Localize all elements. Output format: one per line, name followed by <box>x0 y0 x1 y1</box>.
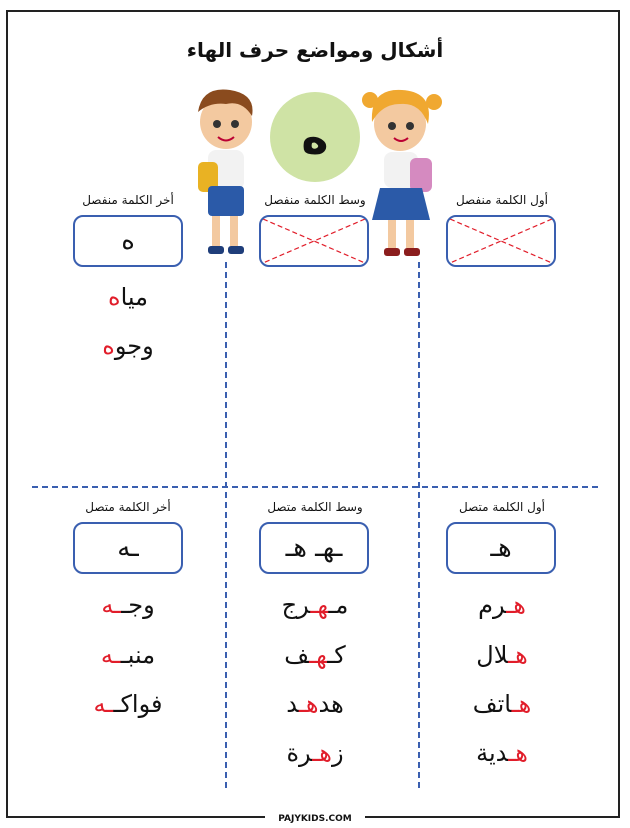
page-title: أشكال ومواضع حرف الهاء <box>186 38 444 62</box>
word-separate-end-1: مياه <box>108 283 148 311</box>
word-connected-end-2: منبــه <box>100 641 156 669</box>
boy-illustration <box>182 82 262 262</box>
word-connected-end-1: وجــه <box>101 591 155 619</box>
box-connected-start: هـ <box>446 522 556 574</box>
label-connected-start: أول الكلمة متصل <box>459 500 545 514</box>
letter-circle: ه <box>270 92 360 182</box>
box-separate-middle-crossed <box>259 215 369 267</box>
word-separate-end-2: وجوه <box>102 332 154 360</box>
girl-illustration <box>360 82 450 262</box>
box-separate-end: ه <box>73 215 183 267</box>
word-connected-end-3: فواكــه <box>93 690 163 718</box>
vertical-divider-left <box>225 262 227 788</box>
word-connected-middle-4: زهـرة <box>286 739 344 767</box>
label-connected-end: أخر الكلمة متصل <box>85 500 171 514</box>
word-connected-middle-2: كـهـف <box>284 641 346 669</box>
label-separate-start: أول الكلمة منفصل <box>455 193 549 207</box>
horizontal-divider <box>32 486 598 488</box>
box-connected-middle: ـهـ هـ <box>259 522 369 574</box>
word-connected-start-4: هـدية <box>476 739 528 767</box>
label-separate-middle: وسط الكلمة منفصل <box>264 193 366 207</box>
box-separate-start-crossed <box>446 215 556 267</box>
word-connected-start-1: هـرم <box>478 591 526 619</box>
word-connected-middle-1: مـهـرج <box>281 591 349 619</box>
label-connected-middle: وسط الكلمة متصل <box>267 500 363 514</box>
footer-site: PAJYKIDS.COM <box>265 812 365 826</box>
vertical-divider-right <box>418 262 420 788</box>
label-separate-end: أخر الكلمة منفصل <box>82 193 174 207</box>
word-connected-start-2: هـلال <box>476 641 528 669</box>
word-connected-middle-3: هدهـد <box>286 690 344 718</box>
word-connected-start-3: هـاتف <box>472 690 532 718</box>
box-connected-end: ـه <box>73 522 183 574</box>
